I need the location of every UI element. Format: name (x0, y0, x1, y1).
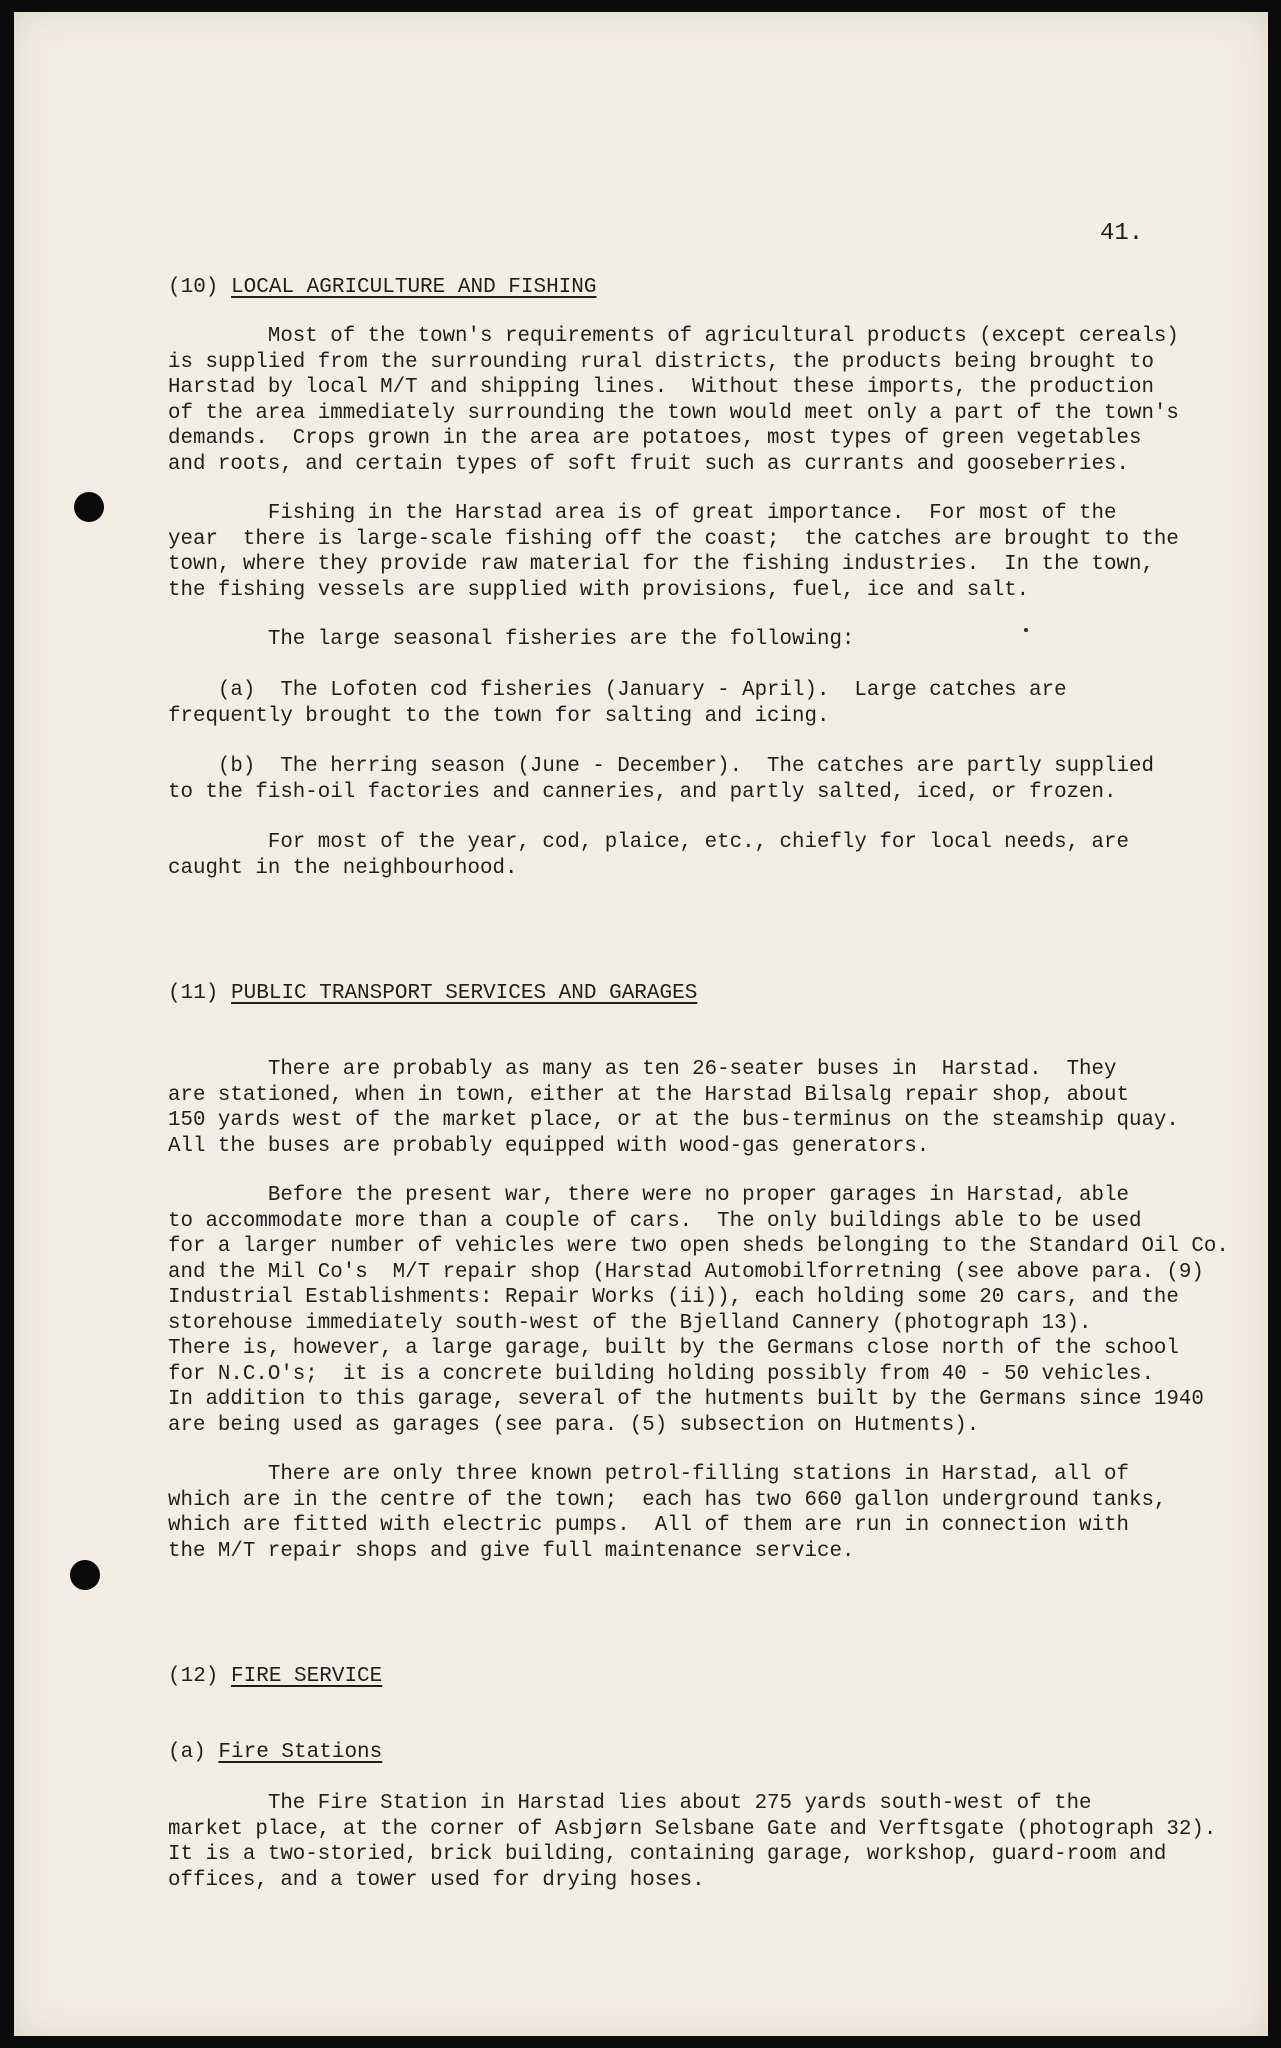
subsection-a-heading (168, 1741, 382, 1764)
page-number: 41. (1100, 220, 1144, 247)
section-10-paragraph-a: (a) The Lofoten cod fisheries (January - April). Large catches are frequently brought to the town for salting and icing. (168, 679, 1067, 728)
section-11-title: PUBLIC TRANSPORT SERVICES AND GARAGES (231, 982, 698, 1005)
section-10-paragraph-2: Fishing in the Harstad area is of great importance. For most of the year there is large-scale fishing off the coast; the catches are brought to the town, where they provide raw material for the fishing industries. In the town, the fishing vessels are supplied with provisions, fuel, ice and salt. (168, 502, 1179, 602)
document-page (14, 12, 1268, 2036)
section-11-number: (11) (168, 982, 219, 1005)
section-11-paragraph-3: There are only three known petrol-filling stations in Harstad, all of which are in the centre of the town; each has two 660 gallon underground tanks, which are fitted with electric pumps. All of them are run in connection with the M/T repair shops and give full maintenance service. (168, 1463, 1167, 1563)
ink-speck (1024, 628, 1028, 632)
section-10-paragraph-3: The large seasonal fisheries are the following: (168, 628, 855, 651)
section-12-number: (12) (168, 1665, 219, 1688)
section-11-paragraph-1: There are probably as many as ten 26-seater buses in Harstad. They are stationed, when in town, either at the Harstad Bilsalg repair shop, about 150 yards west of the market place, or at the bus-terminus on the steamship quay. All the buses are probably equipped with wood-gas generators. (168, 1058, 1179, 1158)
section-11-heading (168, 982, 697, 1005)
section-10-title: LOCAL AGRICULTURE AND FISHING (231, 276, 597, 299)
section-10-paragraph-b: (b) The herring season (June - December). The catches are partly supplied to the fish-oil factories and canneries, and partly salted, iced, or frozen. (168, 755, 1154, 804)
subsection-a-title: Fire Stations (218, 1741, 383, 1764)
section-10-paragraph-4: For most of the year, cod, plaice, etc., chiefly for local needs, are caught in the neighbourhood. (168, 831, 1129, 880)
subsection-a-number: (a) (168, 1741, 206, 1764)
section-10-number: (10) (168, 276, 219, 299)
punch-hole-bottom (70, 1560, 100, 1590)
section-12-heading (168, 1665, 382, 1688)
section-10-paragraph-1: Most of the town's requirements of agricultural products (except cereals) is supplied from the surrounding rural districts, the products being brought to Harstad by local M/T and shipping lines. Without these imports, the production of the area immediately surrounding the town would meet only a part of the town's demands. Crops grown in the area are potatoes, most types of green vegetables and roots, and certain types of soft fruit such as currants and gooseberries. (168, 325, 1179, 476)
section-12-title: FIRE SERVICE (231, 1665, 383, 1688)
section-10-heading (168, 276, 597, 299)
punch-hole-top (74, 492, 104, 522)
section-11-paragraph-2: Before the present war, there were no proper garages in Harstad, able to accommodate more than a couple of cars. The only buildings able to be used for a larger number of vehicles were two open sheds belonging to the Standard Oil Co. and the Mil Co's M/T repair shop (Harstad Automobilforretning (see above para. (9) Industrial Establishments: Repair Works (ii)), each holding some 20 cars, and the storehouse immediately south-west of the Bjelland Cannery (photograph 13). There is, however, a large garage, built by the Germans close north of the school for N.C.O's; it is a concrete building holding possibly from 40 - 50 vehicles. In addition to this garage, several of the hutments built by the Germans since 1940 are being used as garages (see para. (5) subsection on Hutments). (168, 1184, 1229, 1437)
section-12-paragraph-1: The Fire Station in Harstad lies about 275 yards south-west of the market place, at the corner of Asbjørn Selsbane Gate and Verftsgate (photograph 32). It is a two-storied, brick building, containing garage, workshop, guard-room and offices, and a tower used for drying hoses. (168, 1792, 1217, 1892)
